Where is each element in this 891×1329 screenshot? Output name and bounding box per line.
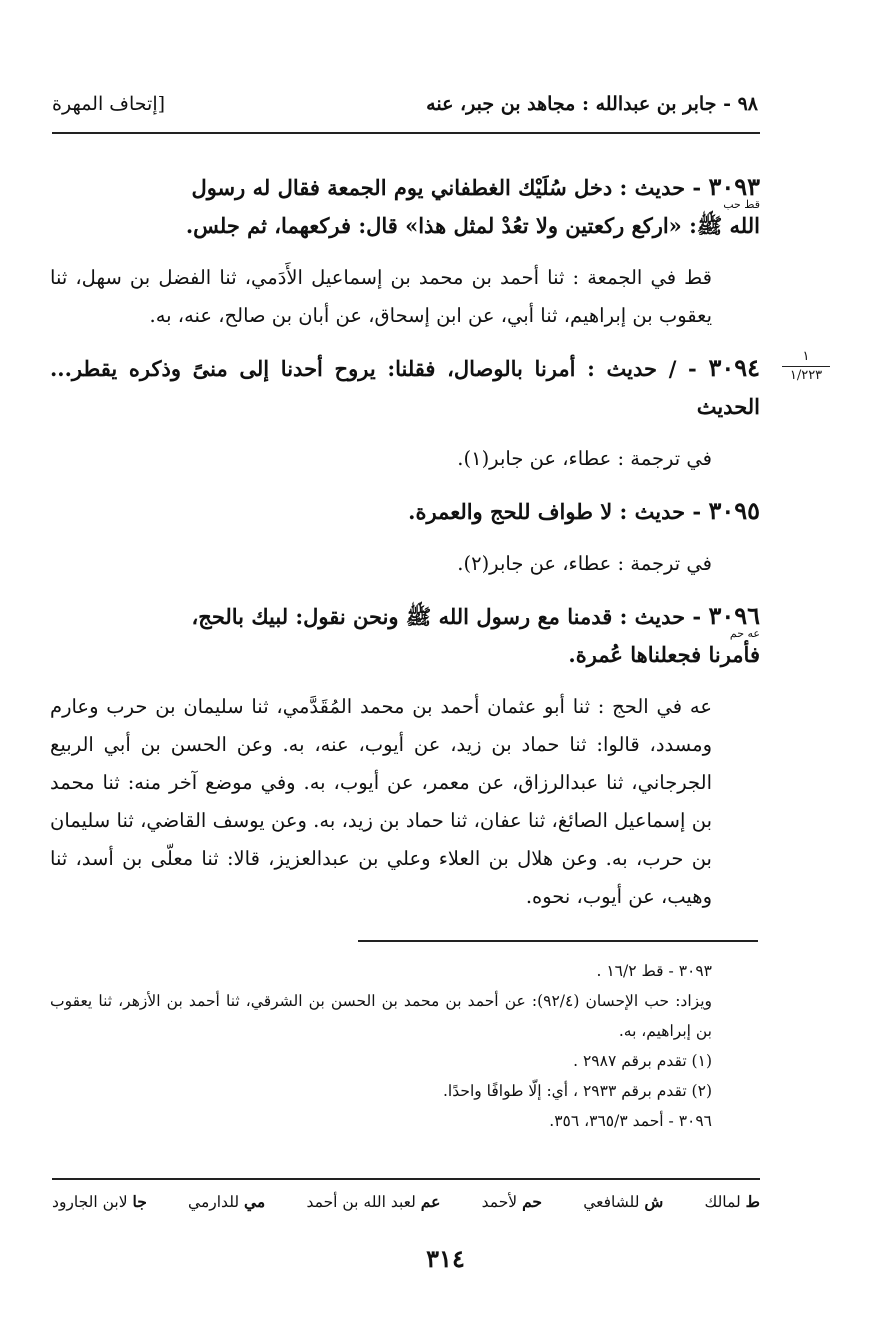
footnote-rule	[358, 940, 758, 942]
hadith-sigla: قط حب	[723, 198, 760, 211]
hadith-text: - حديث : لا طواف للحج والعمرة.	[408, 499, 702, 524]
hadith-3095	[50, 492, 760, 531]
hadith-sigla: عه حم	[729, 627, 760, 640]
isnad-paragraph: عه في الحج : ثنا أبو عثمان أحمد بن محمد المُقَدَّمي، ثنا سليمان بن حرب وعارم ومسدد، قالوا: ثنا حماد بن زيد، عن أيوب، عنه، به. وعن الحسن بن أبي الربيع الجرجاني، ثنا عبدالرزاق، عن معمر، عن أيوب، به. وفي موضع آخر منه: ثنا محمد بن إسماعيل الصائغ، ثنا عفان، ثنا حماد بن زيد، به. وعن يوسف القاضي، ثنا سليمان بن حرب، به. وعن هلال بن العلاء وعلي بن عبدالعزيز، قالا: ثنا معلّى بن أسد، ثنا وهيب، عن أيوب، نحوه.	[50, 695, 712, 908]
margin-reference	[778, 350, 834, 383]
hadith-text: - حديث : قدمنا مع رسول الله ﷺ ونحن نقول: لبيك بالحج،	[191, 604, 702, 629]
header-chapter-title: ٩٨ - جابر بن عبدالله : مجاهد بن جبر، عنه	[426, 93, 758, 115]
footnote: ٣٠٩٦ - أحمد ٣٦٥/٣، ٣٥٦.	[549, 1112, 712, 1130]
cross-reference: في ترجمة : عطاء، عن جابر(١).	[457, 447, 712, 470]
hadith-text-continued: فأمرنا فجعلناها عُمرة.	[568, 642, 760, 667]
abbreviation-key	[52, 1192, 760, 1211]
abbreviation-item: عم لعبد الله بن أحمد	[306, 1192, 441, 1211]
abbreviation-item: ط لمالك	[704, 1192, 760, 1211]
hadith-number: ٣٠٩٣	[708, 172, 760, 201]
footnote: (١) تقدم برقم ٢٩٨٧ .	[573, 1052, 712, 1070]
abbreviation-item: ش للشافعي	[583, 1192, 664, 1211]
hadith-text: - / حديث : أمرنا بالوصال، فقلنا: يروح أحدنا إلى منىً وذكره يقطر... الحديث	[50, 356, 760, 419]
abbreviation-item: مي للدارمي	[188, 1192, 266, 1211]
hadith-text-continued: الله ﷺ: «اركع ركعتين ولا تعُدْ لمثل هذا» قال: فركعهما، ثم جلس.	[185, 213, 760, 238]
footnote: ٣٠٩٣ - قط ١٦/٢ .	[596, 962, 712, 980]
hadith-3094	[50, 349, 760, 426]
header-book-title: [إتحاف المهرة	[52, 93, 166, 115]
cross-reference: في ترجمة : عطاء، عن جابر(٢).	[457, 552, 712, 575]
hadith-number: ٣٠٩٥	[708, 496, 760, 525]
margin-note-bar	[782, 366, 830, 367]
hadith-number: ٣٠٩٦	[708, 601, 760, 630]
footnote: ويزاد: حب الإحسان (٩٢/٤): عن أحمد بن محمد بن الحسن بن الشرقي، ثنا أحمد بن الأزهر، ثنا يعقوب بن إبراهيم، به.	[50, 992, 712, 1040]
page-number: ٣١٤	[426, 1244, 465, 1273]
footnotes	[50, 956, 760, 1136]
abbreviation-item: حم لأحمد	[481, 1192, 542, 1211]
hadith-number: ٣٠٩٤	[708, 353, 760, 382]
margin-note-top: ١	[802, 349, 810, 364]
footer-rule	[52, 1178, 760, 1180]
footnote: (٢) تقدم برقم ٢٩٣٣ ، أي: إلّا طوافًا واحدًا.	[443, 1082, 712, 1100]
header-rule	[52, 132, 760, 134]
isnad-paragraph: قط في الجمعة : ثنا أحمد بن محمد بن إسماعيل الأَدَمي، ثنا الفضل بن سهل، ثنا يعقوب بن إبراهيم، ثنا أبي، عن ابن إسحاق، عن أبان بن صالح، عنه، به.	[50, 266, 712, 327]
running-header	[52, 86, 758, 122]
hadith-text: - حديث : دخل سُلَيْك الغطفاني يوم الجمعة فقال له رسول	[191, 175, 702, 200]
abbreviation-item: جا لابن الجارود	[52, 1192, 147, 1211]
main-text	[50, 168, 760, 916]
margin-note-bottom: ١/٢٢٣	[789, 368, 823, 383]
